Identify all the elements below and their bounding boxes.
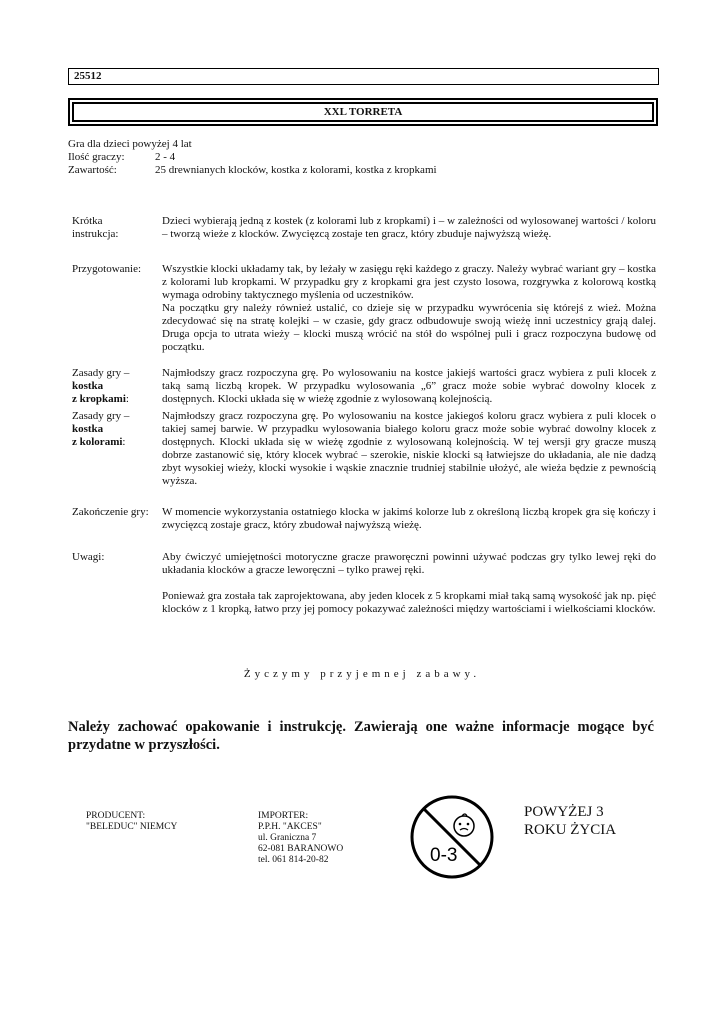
section-label: Krótka instrukcja:: [72, 215, 119, 240]
section-text: Dzieci wybierają jedną z kostek (z kolorami lub z kropkami) i – w zależności od wylosowanej wartości / koloru – tworzą wieże z klocków. Zwycięzcą zostaje ten gracz, który zbuduje najwyższą wieżę.: [162, 215, 656, 240]
section-label: Uwagi:: [72, 551, 105, 563]
closing-wish: Życzymy przyjemnej zabawy.: [243, 668, 481, 680]
section-notes: [68, 551, 656, 616]
age-icon-label: 0-3: [430, 845, 458, 866]
packaging-warning: Należy zachować opakowanie i instrukcję. Zawierają one ważne informacje mogące być przydatne w przyszłości.: [68, 719, 654, 753]
section-label: Zakończenie gry:: [72, 506, 149, 518]
producer-info: PRODUCENT: "BELEDUC" NIEMCY: [86, 811, 178, 832]
section-short-instructions: [68, 215, 656, 241]
section-text: W momencie wykorzystania ostatniego klocka w jakimś kolorze lub z określoną liczbą kropek gra się kończy i zwycięzcą zostaje gracz, który zbudował najwyższą wieżę.: [162, 506, 656, 531]
section-label: Zasady gry – kostka z kropkami:: [72, 367, 130, 405]
section-text: Najmłodszy gracz rozpoczyna grę. Po wylosowaniu na kostce jakiejś wartości gracz wybiera z puli klocek z taką samą liczbą kropek. W przypadku wylosowania „6” gracz może sobie wybrać dowolny klocek z dostępnych. Klocki układa się w wieżę zgodnie z wylosowaną kolejnością.: [162, 367, 656, 405]
info-players: Ilość graczy: 2 - 4: [68, 151, 176, 163]
section-text: Najmłodszy gracz rozpoczyna grę. Po wylosowaniu na kostce jakiegoś koloru gracz wybiera z puli klocek o takiej samej barwie. W przypadku wylosowania białego koloru gracz może sobie wybrać dowolny klocek z dostępnych. Klocki układa się w wieżę zgodnie z wylosowaną kolejnością. W tej wersji gry gracze muszą dobrze zastanowić się, który klocek wybrać – szerokie, niskie klocki są łatwiejsze do układania, ale nie dadzą zbyt wysokiej wieży, klocki wysokie i wąskie znacznie trudniej stabilnie ułożyć, ale wieża będzie z pewnością wyższa.: [162, 410, 656, 487]
section-label: Przygotowanie:: [72, 263, 142, 275]
section-preparation: [68, 263, 656, 354]
product-title: XXL TORRETA: [72, 102, 654, 122]
not-for-under-3-icon: [408, 793, 496, 881]
section-label: Zasady gry – kostka z kolorami:: [72, 410, 130, 448]
section-rules-dots: [68, 367, 656, 406]
section-text: Wszystkie klocki układamy tak, by leżały w zasięgu ręki każdego z graczy. Należy wybrać wariant gry – kostka z kolorami lub kropkami. W przypadku gry z kropkami gra jest czysto losowa, rozgrywka z kolorową kostką wymaga odrobiny taktycznego myślenia od uczestników. Na początku gry należy również ustalić, co dzieje się w przypadku wywrócenia się którejś z wież. Można zdecydować się na stratę kolejki – w czasie, gdy gracz odbudowuje swoją wieżę inni uczestnicy grają dalej. Druga opcja to utrata wieży – klocki muszą wrócić na stół do wspólnej puli i gracz rozpoczyna budowę od początku.: [162, 263, 656, 353]
info-age: Gra dla dzieci powyżej 4 lat: [68, 138, 192, 150]
section-text: Aby ćwiczyć umiejętności motoryczne gracze praworęczni powinni używać podczas gry tylko lewej ręki do układania klocków a gracze leworęczni – tylko prawej ręki. Ponieważ gra została tak zaprojektowana, aby jeden klocek z 5 kropkami miał taką samą wysokość jak np. pięć klocków z 1 kropką, łatwo przy jej pomocy pokazywać zależności między wartościami i wielkościami klocków.: [162, 551, 656, 615]
age-text: POWYŻEJ 3 ROKU ŻYCIA: [524, 804, 617, 838]
info-contents: Zawartość: 25 drewnianych klocków, kostka z kolorami, kostka z kropkami: [68, 164, 437, 176]
section-end-of-game: [68, 506, 656, 532]
game-info: [68, 138, 437, 177]
product-code: 25512: [68, 68, 659, 85]
section-rules-colors: [68, 410, 656, 488]
importer-info: IMPORTER: P.P.H. "AKCES" ul. Graniczna 7 62-081 BARANOWO tel. 061 814-20-82: [258, 811, 344, 865]
title-frame: [68, 98, 658, 126]
